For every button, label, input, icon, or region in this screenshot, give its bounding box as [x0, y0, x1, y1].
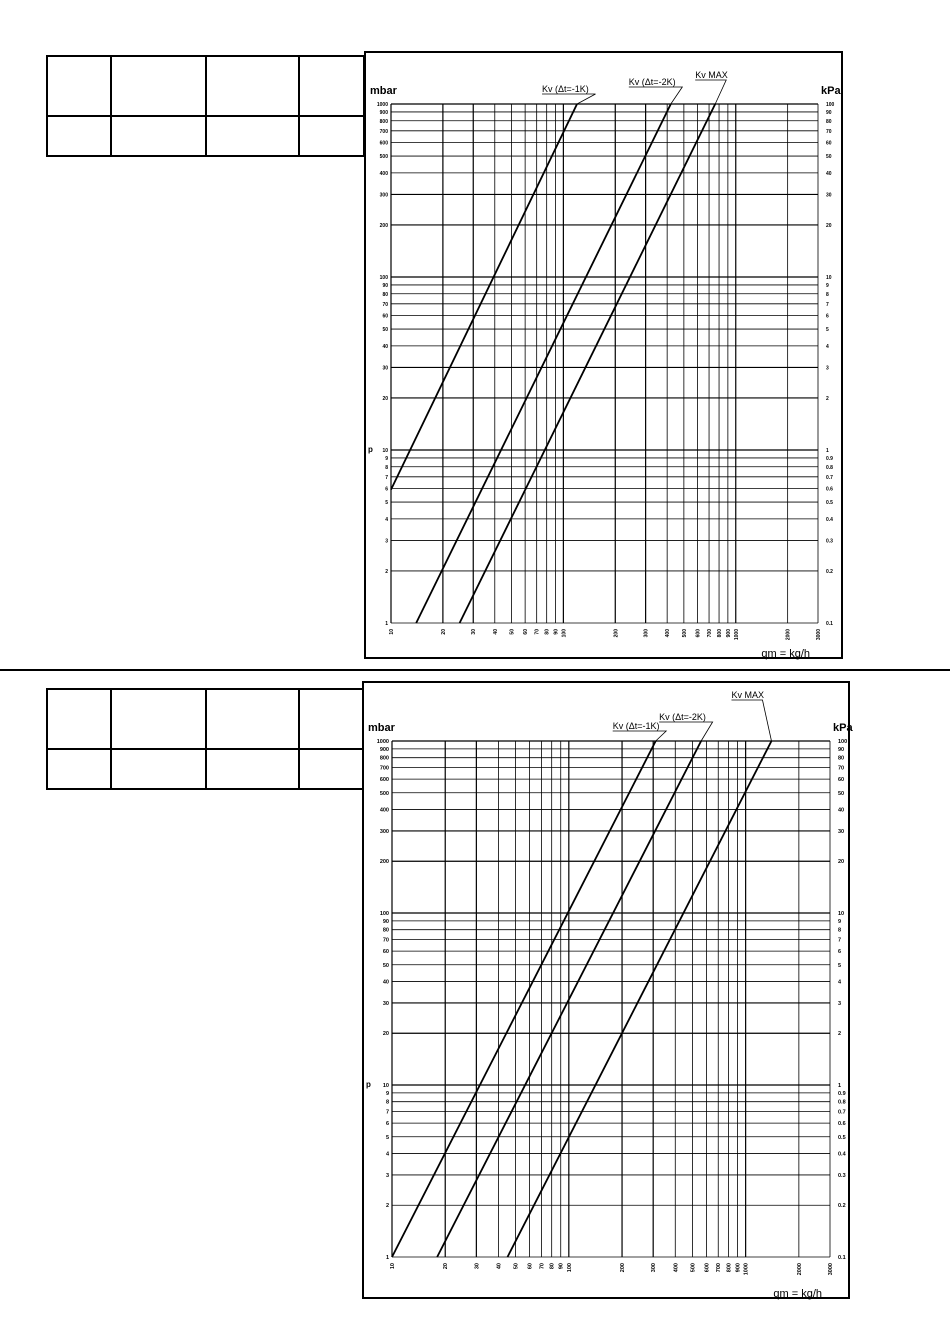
y-tick-label-left: 40 — [382, 979, 389, 986]
y-tick-label-right: 0.9 — [838, 1090, 846, 1097]
table-cell — [206, 749, 299, 789]
y-tick-label-right: 30 — [838, 828, 845, 835]
y-tick-label-left: 80 — [382, 291, 388, 298]
y-tick-label-left: 600 — [379, 777, 389, 784]
y-tick-label-left: 30 — [382, 1000, 389, 1007]
y-tick-label-left: 6 — [385, 486, 388, 493]
y-tick-label-left: 9 — [385, 1090, 389, 1097]
y-tick-label-right: 0.7 — [826, 474, 833, 481]
y-tick-label-left: 9 — [385, 455, 388, 462]
series-label: Kv (Δt=-1K) — [612, 721, 660, 731]
y-tick-label-right: 6 — [826, 313, 829, 320]
x-tick-label: 900 — [735, 1263, 742, 1273]
y-tick-label-right: 20 — [838, 859, 845, 866]
y-tick-label-right: 0.8 — [838, 1099, 846, 1106]
y-tick-label-left: 50 — [382, 962, 389, 969]
y-tick-label-right: 20 — [826, 222, 832, 229]
x-tick-label: 2000 — [785, 629, 792, 641]
y-tick-label-left: 40 — [382, 343, 388, 350]
x-tick-label: 50 — [513, 1263, 520, 1270]
y-tick-label-left: 20 — [382, 395, 388, 402]
table-cell — [111, 116, 206, 156]
y-tick-label-right: 5 — [838, 962, 842, 969]
x-tick-label: 600 — [695, 629, 702, 638]
x-axis-label: qm = kg/h — [761, 648, 810, 660]
table-row — [47, 749, 364, 789]
chart-svg — [364, 683, 852, 1301]
y-tick-label-left: 70 — [382, 937, 389, 944]
x-tick-label: 90 — [558, 1263, 565, 1270]
x-tick-label: 1000 — [743, 1263, 750, 1276]
x-tick-label: 30 — [474, 1263, 481, 1270]
y-tick-label-right: 0.5 — [826, 500, 833, 507]
y-tick-label-left: 5 — [385, 1134, 389, 1141]
y-tick-label-right: 50 — [826, 154, 832, 161]
pressure-drop-chart-2 — [362, 681, 853, 1300]
y-tick-label-right: 0.4 — [826, 516, 833, 523]
x-axis-label: qm = kg/h — [773, 1288, 822, 1300]
series-label-leader — [613, 731, 667, 741]
y-tick-label-left: 60 — [382, 949, 389, 956]
x-tick-label: 70 — [539, 1263, 546, 1270]
x-tick-label: 600 — [704, 1263, 711, 1273]
y-tick-label-left: 100 — [379, 275, 388, 281]
series-line — [507, 741, 771, 1257]
y-tick-label-right: 7 — [838, 937, 842, 944]
series-label: Kv MAX — [695, 70, 728, 80]
x-tick-label: 20 — [443, 1263, 450, 1270]
series-label-leader — [731, 700, 771, 741]
y-unit-left-label: mbar — [368, 722, 395, 734]
series-line — [392, 741, 656, 1257]
x-tick-label: 200 — [613, 629, 620, 638]
y-tick-label-right: 0.6 — [838, 1121, 846, 1128]
y-tick-label-left: 1000 — [376, 739, 389, 745]
x-tick-label: 50 — [509, 629, 516, 635]
y-tick-label-right: 0.3 — [826, 538, 833, 545]
y-axis-symbol-label: p — [368, 445, 373, 454]
y-tick-label-left: 90 — [382, 282, 388, 289]
y-tick-label-right: 0.2 — [826, 568, 833, 575]
x-tick-label: 1000 — [733, 629, 740, 641]
y-tick-label-right: 0.6 — [826, 486, 833, 493]
y-tick-label-right: 60 — [838, 777, 845, 784]
y-tick-label-left: 30 — [382, 365, 388, 372]
y-tick-label-right: 50 — [838, 790, 845, 797]
x-tick-label: 20 — [440, 629, 447, 635]
data-table-2 — [46, 688, 365, 790]
y-tick-label-right: 40 — [838, 807, 845, 814]
y-tick-label-right: 90 — [838, 746, 845, 753]
table-row — [47, 56, 364, 116]
y-tick-label-right: 0.5 — [838, 1134, 846, 1141]
table-row — [47, 116, 364, 156]
y-tick-label-left: 10 — [382, 448, 388, 454]
y-tick-label-left: 10 — [382, 1083, 389, 1089]
y-tick-label-right: 9 — [838, 918, 842, 925]
y-tick-label-right: 0.2 — [838, 1203, 846, 1210]
section-divider — [0, 669, 950, 671]
y-tick-label-right: 40 — [826, 170, 832, 177]
x-tick-label: 40 — [492, 629, 499, 635]
table-cell — [47, 749, 111, 789]
y-tick-label-left: 1 — [385, 621, 388, 627]
y-tick-label-left: 200 — [379, 859, 389, 866]
x-tick-label: 200 — [620, 1263, 627, 1273]
y-tick-label-left: 100 — [379, 911, 389, 917]
series-line — [460, 104, 716, 623]
y-tick-label-left: 60 — [382, 313, 388, 320]
x-tick-label: 60 — [527, 1263, 534, 1270]
y-tick-label-left: 1000 — [376, 102, 388, 108]
x-tick-label: 300 — [643, 629, 650, 638]
table-cell — [299, 116, 364, 156]
y-tick-label-right: 1 — [838, 1083, 842, 1089]
table-cell — [47, 116, 111, 156]
y-tick-label-left: 300 — [379, 828, 389, 835]
x-tick-label: 90 — [553, 629, 560, 635]
y-tick-label-left: 80 — [382, 927, 389, 934]
x-tick-label: 70 — [534, 629, 541, 635]
x-tick-label: 80 — [544, 629, 551, 635]
x-tick-label: 800 — [726, 1263, 733, 1273]
x-tick-label: 3000 — [828, 1263, 834, 1276]
table-cell — [299, 689, 364, 749]
y-tick-label-left: 400 — [379, 807, 389, 814]
table-cell — [111, 56, 206, 116]
series-label-leader — [629, 87, 683, 104]
y-tick-label-right: 0.3 — [838, 1172, 846, 1179]
y-tick-label-right: 70 — [826, 128, 832, 135]
y-tick-label-left: 700 — [379, 128, 388, 135]
y-tick-label-right: 0.4 — [838, 1151, 846, 1158]
y-tick-label-left: 2 — [385, 568, 388, 575]
y-tick-label-right: 80 — [838, 755, 845, 762]
table-cell — [47, 56, 111, 116]
table-cell — [299, 749, 364, 789]
y-tick-label-left: 400 — [379, 170, 388, 177]
y-tick-label-right: 4 — [826, 343, 829, 350]
y-tick-label-left: 7 — [385, 1109, 389, 1116]
y-axis-symbol-label: p — [366, 1080, 371, 1089]
y-unit-left-label: mbar — [370, 85, 397, 97]
table-cell — [206, 689, 299, 749]
series-label: Kv MAX — [731, 690, 764, 700]
pressure-drop-chart-1 — [364, 51, 843, 659]
y-tick-label-left: 3 — [385, 1172, 389, 1179]
y-tick-label-right: 0.1 — [838, 1255, 846, 1261]
y-tick-label-right: 0.1 — [826, 621, 833, 627]
y-tick-label-right: 60 — [826, 140, 832, 147]
series-label-leader — [542, 94, 596, 104]
y-tick-label-right: 8 — [838, 927, 842, 934]
y-tick-label-left: 7 — [385, 474, 388, 481]
x-tick-label: 3000 — [816, 629, 822, 641]
chart-svg — [366, 53, 845, 661]
y-tick-label-left: 900 — [379, 109, 388, 116]
y-tick-label-right: 0.7 — [838, 1109, 846, 1116]
y-tick-label-left: 800 — [379, 118, 388, 125]
y-tick-label-right: 7 — [826, 301, 829, 308]
y-tick-label-left: 200 — [379, 222, 388, 229]
y-tick-label-left: 6 — [385, 1121, 389, 1128]
y-tick-label-left: 5 — [385, 500, 388, 507]
y-tick-label-right: 3 — [838, 1000, 842, 1007]
y-tick-label-right: 10 — [838, 911, 845, 917]
y-tick-label-right: 90 — [826, 109, 832, 116]
table-row — [47, 689, 364, 749]
x-tick-label: 700 — [707, 629, 714, 638]
y-tick-label-left: 20 — [382, 1031, 389, 1038]
x-tick-label: 900 — [725, 629, 732, 638]
table-cell — [111, 749, 206, 789]
x-tick-label: 40 — [496, 1263, 503, 1270]
y-tick-label-right: 1 — [826, 448, 829, 454]
x-tick-label: 2000 — [796, 1263, 803, 1276]
y-tick-label-right: 6 — [838, 949, 842, 956]
y-tick-label-right: 8 — [826, 291, 829, 298]
x-tick-label: 400 — [665, 629, 672, 638]
y-unit-right-label: kPa — [821, 85, 841, 97]
y-tick-label-right: 0.8 — [826, 464, 833, 471]
x-tick-label: 60 — [523, 629, 530, 635]
series-label-leader — [695, 80, 726, 104]
series-label: Kv (Δt=-2K) — [628, 77, 676, 87]
y-tick-label-left: 90 — [382, 918, 389, 925]
y-tick-label-right: 2 — [826, 395, 829, 402]
x-tick-label: 10 — [390, 1263, 396, 1270]
y-unit-right-label: kPa — [833, 722, 853, 734]
y-tick-label-right: 80 — [826, 118, 832, 125]
x-tick-label: 100 — [561, 629, 568, 638]
series-label: Kv (Δt=-1K) — [542, 84, 589, 94]
x-tick-label: 500 — [690, 1263, 697, 1273]
y-tick-label-left: 8 — [385, 464, 388, 471]
y-tick-label-left: 500 — [379, 790, 389, 797]
y-tick-label-left: 600 — [379, 140, 388, 147]
y-tick-label-left: 1 — [385, 1255, 389, 1261]
x-tick-label: 400 — [673, 1263, 680, 1273]
y-tick-label-left: 300 — [379, 192, 388, 199]
x-tick-label: 80 — [549, 1263, 556, 1270]
x-tick-label: 800 — [717, 629, 724, 638]
y-tick-label-left: 900 — [379, 746, 389, 753]
table-cell — [47, 689, 111, 749]
y-tick-label-right: 5 — [826, 327, 829, 334]
y-tick-label-right: 70 — [838, 765, 845, 772]
y-tick-label-left: 70 — [382, 301, 388, 308]
y-tick-label-right: 2 — [838, 1031, 842, 1038]
x-tick-label: 30 — [471, 629, 478, 635]
y-tick-label-left: 700 — [379, 765, 389, 772]
series-line — [416, 104, 671, 623]
y-tick-label-right: 100 — [838, 739, 848, 745]
y-tick-label-right: 4 — [838, 979, 842, 986]
table-cell — [206, 56, 299, 116]
y-tick-label-left: 500 — [379, 154, 388, 161]
y-tick-label-left: 50 — [382, 327, 388, 334]
y-tick-label-right: 30 — [826, 192, 832, 199]
series-label-leader — [659, 722, 713, 741]
table-cell — [299, 56, 364, 116]
y-tick-label-left: 2 — [385, 1203, 389, 1210]
y-tick-label-left: 4 — [385, 1151, 389, 1158]
x-tick-label: 700 — [716, 1263, 723, 1273]
y-tick-label-right: 9 — [826, 282, 829, 289]
y-tick-label-right: 0.9 — [826, 455, 833, 462]
table-cell — [111, 689, 206, 749]
table-cell — [206, 116, 299, 156]
y-tick-label-right: 100 — [826, 102, 835, 108]
series-line — [391, 104, 577, 490]
x-tick-label: 500 — [681, 629, 688, 638]
y-tick-label-left: 800 — [379, 755, 389, 762]
y-tick-label-left: 3 — [385, 538, 388, 545]
y-tick-label-right: 10 — [826, 275, 832, 281]
x-tick-label: 300 — [651, 1263, 658, 1273]
x-tick-label: 100 — [566, 1263, 573, 1273]
y-tick-label-left: 4 — [385, 516, 388, 523]
data-table-1 — [46, 55, 365, 157]
y-tick-label-left: 8 — [385, 1099, 389, 1106]
x-tick-label: 10 — [389, 629, 395, 635]
series-label: Kv (Δt=-2K) — [659, 712, 706, 722]
y-tick-label-right: 3 — [826, 365, 829, 372]
